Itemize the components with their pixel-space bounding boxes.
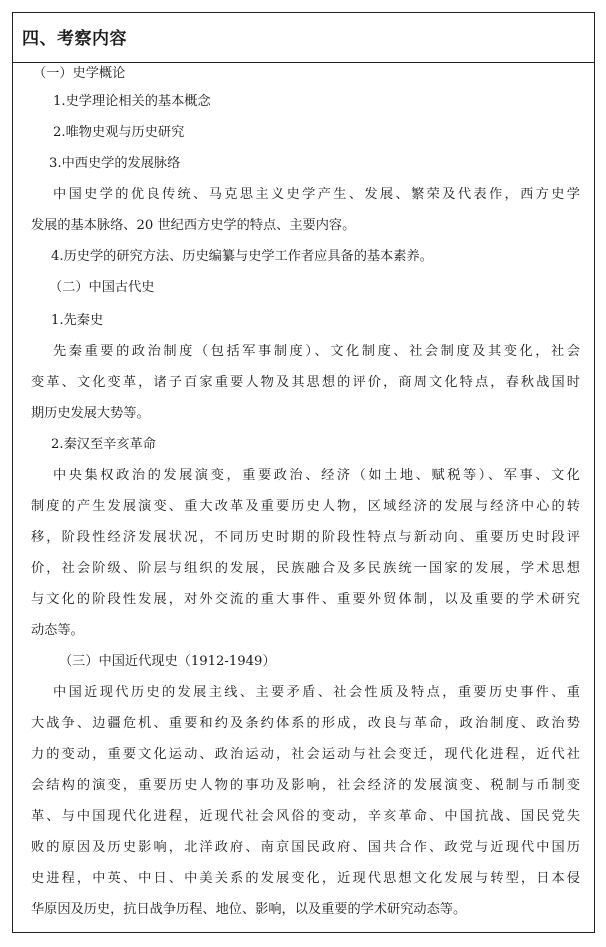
- list-item: 2.秦汉至辛亥革命: [51, 437, 156, 452]
- content-table: [12, 12, 595, 933]
- list-item: 2.唯物史观与历史研究: [53, 125, 185, 140]
- list-item: 3.中西史学的发展脉络: [49, 156, 181, 171]
- paragraph-line: 移，阶段性经济发展状况，不同历史时期的阶段性特点与新动向、重要历史时段评: [31, 530, 580, 545]
- paragraph-line: 会结构的演变，重要历史人物的事功及影响，社会经济的发展演变、税制与币制变: [31, 778, 580, 793]
- section-body: [13, 63, 594, 932]
- paragraph-line: 败的原因及历史影响，北洋政府、南京国民政府、国共合作、政党与近现代中国历: [31, 840, 580, 855]
- paragraph-line: 大战争、边疆危机、重要和约及条约体系的形成，改良与革命，政治制度、政治势: [31, 716, 580, 731]
- section-title: 四、考察内容: [22, 29, 127, 49]
- section-header: [13, 13, 594, 63]
- paragraph-line: 革、与中国现代化进程，近现代社会风俗的变动，辛亥革命、中国抗战、国民党失: [31, 809, 580, 824]
- list-item: 1.先秦史: [51, 313, 104, 328]
- paragraph-line: 发展的基本脉络、20 世纪西方史学的特点、主要内容。: [31, 218, 356, 233]
- list-item: 4.历史学的研究方法、历史编纂与史学工作者应具备的基本素养。: [51, 249, 433, 264]
- subsection-heading: （一）史学概论: [33, 66, 126, 81]
- paragraph-line: 与文化的阶段性发展，对外交流的重大事件、重要外贸体制，以及重要的学术研究: [31, 592, 580, 607]
- paragraph-line: 期历史发展大势等。: [31, 406, 150, 421]
- paragraph-line: 力的变动，重要文化运动、政治运动，社会运动与社会变迁，现代化进程，近代社: [31, 747, 580, 762]
- paragraph-line: 华原因及历史，抗日战争历程、地位、影响，以及重要的学术研究动态等。: [31, 902, 467, 917]
- paragraph-line: 变革、文化变革，诸子百家重要人物及其思想的评价，商周文化特点，春秋战国时: [31, 375, 580, 390]
- list-item: 1.史学理论相关的基本概念: [53, 94, 211, 109]
- paragraph-line: 动态等。: [31, 623, 84, 638]
- paragraph-line: 中央集权政治的发展演变，重要政治、经济（如土地、赋税等）、军事、文化: [53, 468, 580, 483]
- paragraph-line: 制度的产生发展演变、重大改革及重要历史人物，区域经济的发展与经济中心的转: [31, 499, 580, 514]
- subsection-heading: （二）中国古代史: [49, 280, 155, 295]
- paragraph-line: 先秦重要的政治制度（包括军事制度）、文化制度、社会制度及其变化，社会: [53, 344, 580, 359]
- paragraph-line: 价，社会阶级、阶层与组织的发展，民族融合及多民族统一国家的发展，学术思想: [31, 561, 580, 576]
- paragraph-line: 中国近现代历史的发展主线、主要矛盾、社会性质及特点，重要历史事件、重: [53, 685, 580, 700]
- paragraph-line: 史进程，中英、中日、中美关系的发展变化，近现代思想文化发展与转型，日本侵: [31, 871, 580, 886]
- subsection-heading: （三）中国近代现史（1912-1949）: [59, 654, 276, 669]
- paragraph-line: 中国史学的优良传统、马克思主义史学产生、发展、繁荣及代表作，西方史学: [53, 187, 580, 202]
